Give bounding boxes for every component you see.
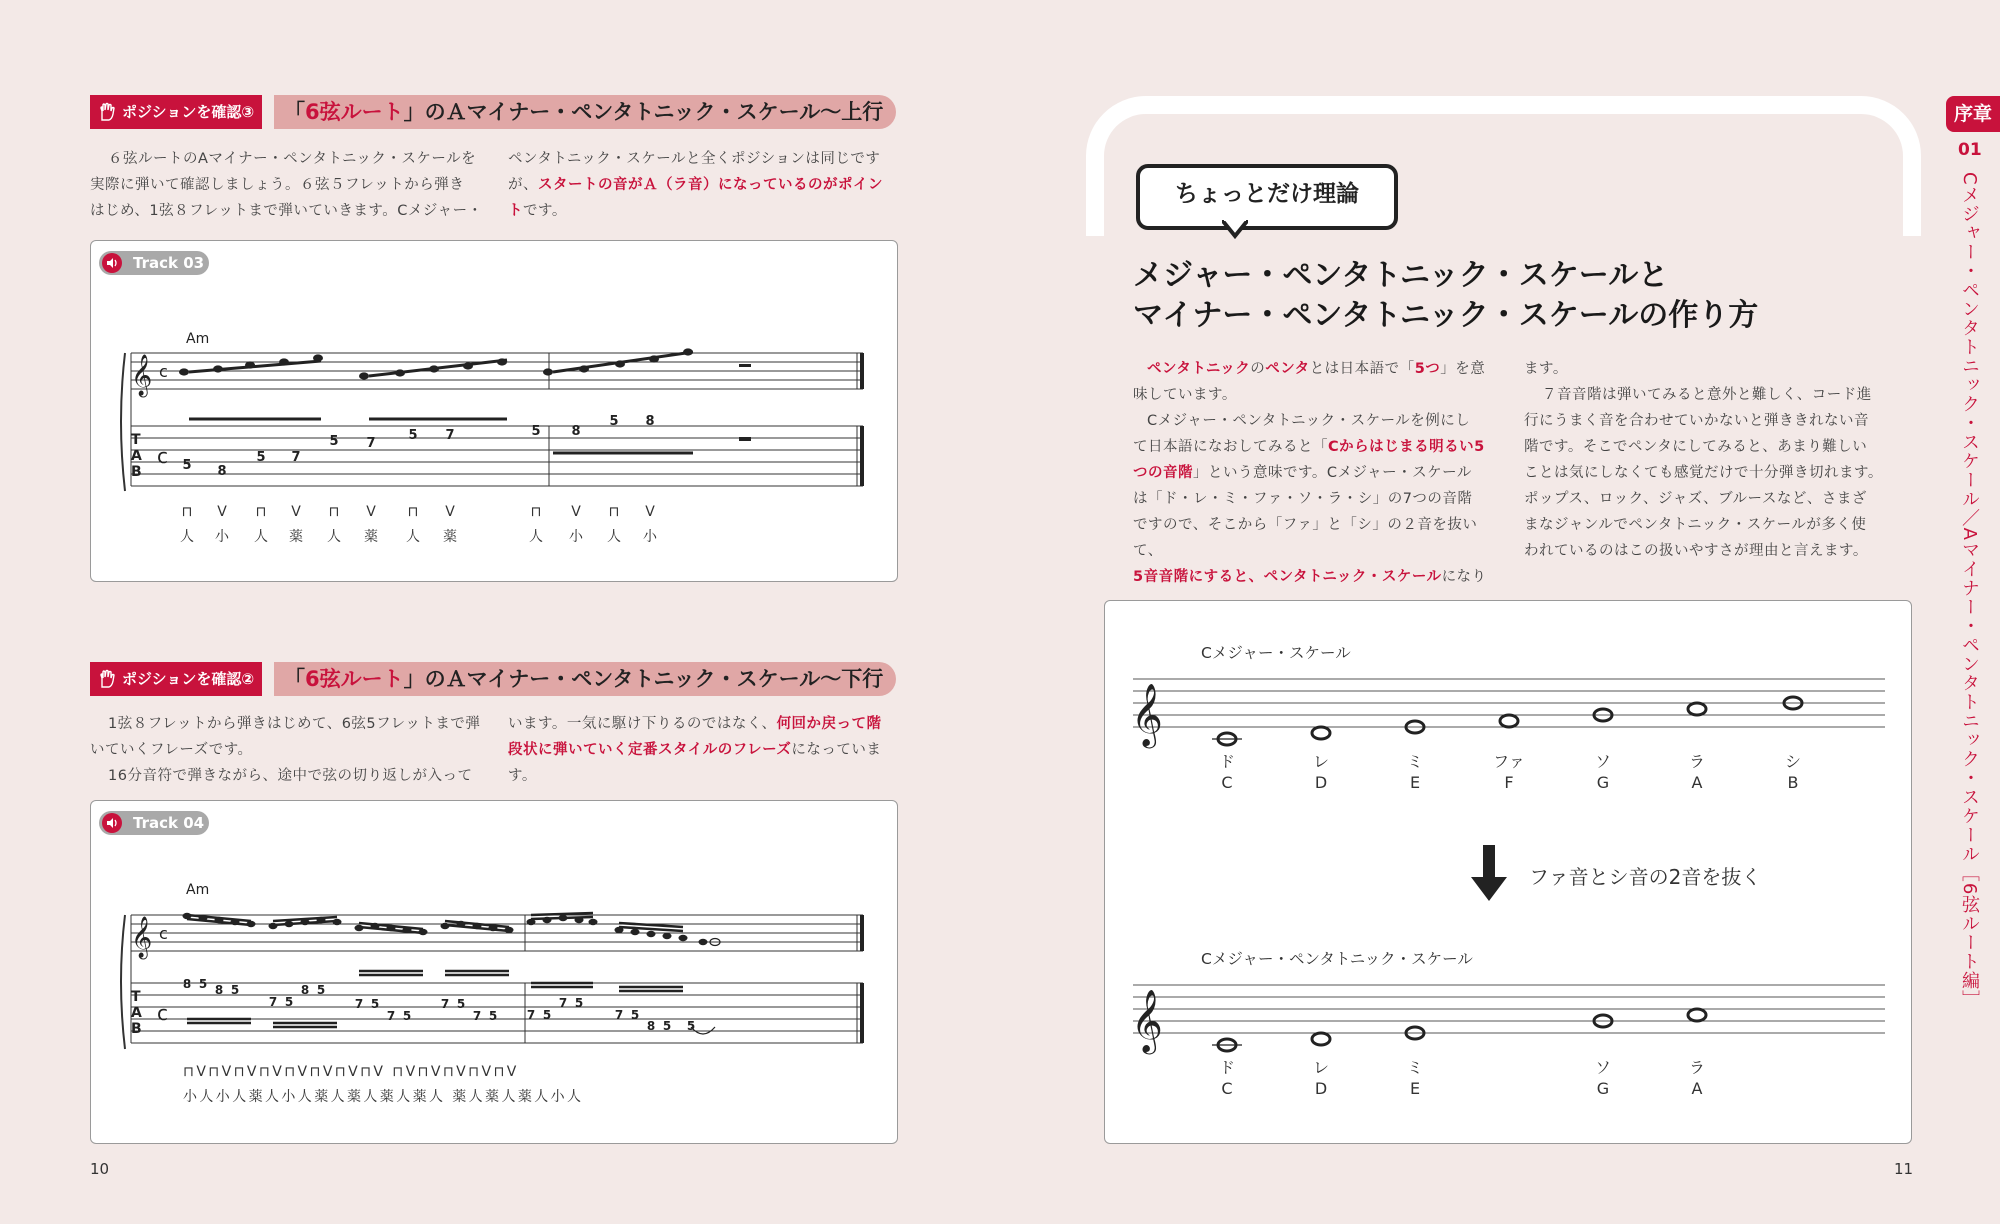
tab-number: 5	[370, 997, 380, 1011]
pick-mark: V	[366, 504, 376, 520]
note-kana: ミ	[1406, 1058, 1423, 1077]
tab-number: 7	[614, 1008, 624, 1022]
chord-symbol: Am	[186, 882, 210, 898]
tab-number: 5	[456, 997, 466, 1011]
asc-tab-numbers	[182, 414, 654, 479]
note-head	[543, 368, 553, 375]
note-kana: ド	[1218, 1058, 1235, 1077]
tab-number: 8	[571, 424, 581, 439]
desc-text-col1: 1弦８フレットから弾きはじめて、6弦5フレットまで弾 いていくフレーズです。 16分音符で弾きながら、途中で弦の切り返しが入って	[90, 716, 481, 784]
pick-mark: V	[291, 504, 301, 520]
finger-mark: 小	[569, 529, 583, 545]
note-head	[359, 372, 369, 379]
svg-text:T: T	[131, 432, 141, 448]
tab-number: 7	[366, 436, 376, 451]
note-head	[631, 929, 640, 935]
pick-mark: ⊓	[407, 504, 419, 520]
tab-number: 5	[408, 428, 418, 443]
svg-text:B: B	[131, 1021, 142, 1037]
whole-note	[1688, 1009, 1706, 1021]
section-title: 「6弦ルート」のＡマイナー・ペンタトニック・スケール〜上行	[274, 95, 896, 129]
note-letter: F	[1504, 773, 1514, 792]
score-descending	[91, 801, 897, 1143]
pick-mark: ⊓	[608, 504, 620, 520]
treble-clef-icon: 𝄞	[1131, 989, 1163, 1052]
tab-number: 7	[354, 997, 364, 1011]
scale1-label: Cメジャー・スケール	[1201, 644, 1351, 662]
theory-title: メジャー・ペンタトニック・スケールと マイナー・ペンタトニック・スケールの作り方	[1133, 258, 1759, 333]
position-tag: ポジションを確認②	[90, 662, 262, 696]
treble-clef-icon: 𝄞	[131, 355, 153, 396]
note-kana: ド	[1218, 752, 1235, 771]
pick-mark: ⊓	[328, 504, 340, 520]
note-letter: D	[1314, 773, 1328, 792]
bubble-tail	[1222, 220, 1248, 240]
finger-mark: 人	[607, 529, 621, 545]
tab-number: 7	[472, 1009, 482, 1023]
finger-mark: 人	[254, 529, 268, 545]
tab-number: 8	[214, 983, 224, 997]
finger-mark: 薬	[443, 529, 457, 545]
tab-number: 5	[609, 414, 619, 429]
tab-number: 7	[268, 995, 278, 1009]
pick-mark: V	[445, 504, 455, 520]
svg-text:B: B	[131, 464, 142, 480]
pick-mark: V	[645, 504, 655, 520]
desc-fingering: 小人小人薬人小人薬人薬人薬人薬人 薬人薬人薬人小人	[183, 1089, 584, 1105]
finger-mark: 人	[327, 529, 341, 545]
scale-comparison-box	[1104, 600, 1912, 1144]
score-box-track04	[90, 800, 898, 1144]
section-header-ascending	[90, 95, 896, 129]
whole-note	[1312, 727, 1330, 739]
note-kana: ファ	[1493, 752, 1525, 771]
score-ascending	[91, 241, 897, 581]
track-button[interactable]: Track 04	[99, 811, 209, 835]
tab-number: 5	[574, 996, 584, 1010]
note-kana: ラ	[1688, 752, 1705, 771]
whole-note	[1688, 703, 1706, 715]
tab-number: 5	[542, 1008, 552, 1022]
note-kana: ソ	[1594, 752, 1611, 771]
chapter-tab[interactable]: 序章	[1946, 96, 2000, 132]
section-header-descending	[90, 662, 896, 696]
note-letter: A	[1691, 773, 1703, 792]
position-tag: ポジションを確認③	[90, 95, 262, 129]
note-kana: ラ	[1688, 1058, 1705, 1077]
theory-text-col1: ペンタトニックのペンタとは日本語で「5つ」を意 味しています。 Cメジャー・ペンタトニック・スケールを例にし て日本語になおしてみると「Cからはじまる明るい5 つの音階」という意味です。Cメジャー・スケール は「ド・レ・ミ・ファ・ソ・ラ・シ」の7つの音階 ですので、そこから「ファ」と「シ」の２音を抜いて、 5音音階にすると、ペンタトニック・スケールになり	[1133, 361, 1487, 585]
tab-number: 5	[230, 983, 240, 997]
hand-icon	[97, 102, 117, 122]
tab-number: 7	[445, 428, 455, 443]
desc-picking: ⊓V⊓V⊓V⊓V⊓V⊓V⊓V⊓V ⊓V⊓V⊓V⊓V⊓V	[183, 1064, 519, 1080]
tab-number: 5	[316, 983, 326, 997]
treble-clef-icon: 𝄞	[1131, 683, 1163, 746]
tab-number: 5	[531, 424, 541, 439]
svg-text:A: A	[131, 1005, 142, 1021]
note-letter: E	[1409, 773, 1421, 792]
hand-icon	[97, 669, 117, 689]
note-letter: B	[1787, 773, 1799, 792]
note-head	[179, 368, 189, 375]
score-box-track03	[90, 240, 898, 582]
tab-number: 8	[645, 414, 655, 429]
theory-bubble: ちょっとだけ理論	[1136, 164, 1398, 230]
svg-text:A: A	[131, 448, 142, 464]
intro-text-col1: ６弦ルートのAマイナー・ペンタトニック・スケールを 実際に弾いて確認しましょう。６弦５フレットから弾き はじめ、1弦８フレットまで弾いていきます。Cメジャー・	[90, 151, 483, 219]
note-kana: ミ	[1406, 752, 1423, 771]
note-kana: シ	[1784, 752, 1801, 771]
tab-number: 8	[217, 464, 227, 479]
tab-number: 5	[256, 450, 266, 465]
tab-number: 7	[386, 1009, 396, 1023]
tab-number: 8	[300, 983, 310, 997]
note-letter: C	[1221, 773, 1233, 792]
note-letter: G	[1596, 773, 1610, 792]
tab-number: 7	[558, 996, 568, 1010]
note-letter: G	[1596, 1079, 1610, 1098]
finger-mark: 小	[215, 529, 229, 545]
tab-number: 5	[402, 1009, 412, 1023]
chord-symbol: Am	[186, 331, 210, 347]
note-head	[679, 935, 688, 941]
arrow-caption: ファ音とシ音の2音を抜く	[1529, 865, 1762, 889]
treble-clef-icon: 𝄞	[131, 917, 153, 958]
finger-mark: 人	[180, 529, 194, 545]
note-letter: D	[1314, 1079, 1328, 1098]
note-kana: レ	[1312, 1058, 1329, 1077]
track-button[interactable]: Track 03	[99, 251, 209, 275]
tab-number: 5	[662, 1019, 672, 1033]
tab-number: 7	[291, 450, 301, 465]
desc-tab-numbers	[183, 977, 695, 1033]
finger-mark: 小	[643, 529, 657, 545]
note-head	[699, 939, 708, 945]
intro-text-col2: ペンタトニック・スケールと全くポジションは同じです が、スタートの音がＡ（ラ音）になっているのがポイン トです。	[508, 151, 883, 219]
note-head	[589, 919, 598, 925]
finger-mark: 人	[406, 529, 420, 545]
finger-mark: 薬	[364, 529, 378, 545]
svg-text:c: c	[157, 1001, 168, 1025]
running-title: Cメジャー・ペンタトニック・スケール／Aマイナー・ペンタトニック・スケール［6弦ルート編］	[1959, 172, 1980, 1010]
svg-text:c: c	[159, 924, 168, 943]
tab-number: 8	[182, 977, 192, 991]
note-head	[663, 933, 672, 939]
pick-mark: V	[217, 504, 227, 520]
finger-mark: 薬	[289, 529, 303, 545]
tab-number: 8	[646, 1019, 656, 1033]
tab-number: 5	[182, 458, 192, 473]
whole-note	[1312, 1033, 1330, 1045]
whole-note	[1500, 715, 1518, 727]
down-arrow-icon	[1483, 845, 1495, 879]
note-kana: レ	[1312, 752, 1329, 771]
tab-number: 7	[526, 1008, 536, 1022]
note-letter: E	[1409, 1079, 1421, 1098]
scale2-label: Cメジャー・ペンタトニック・スケール	[1201, 950, 1473, 968]
note-letter: A	[1691, 1079, 1703, 1098]
tab-number: 7	[440, 997, 450, 1011]
svg-text:c: c	[157, 444, 168, 468]
tab-number: 5	[329, 434, 339, 449]
finger-mark: 人	[529, 529, 543, 545]
note-head	[647, 931, 656, 937]
asc-fingering	[180, 528, 658, 545]
chapter-number: 01	[1958, 140, 1982, 160]
note-letter: C	[1221, 1079, 1233, 1098]
svg-text:T: T	[131, 989, 141, 1005]
pick-mark: ⊓	[255, 504, 267, 520]
page-number-right: 11	[1894, 1160, 1914, 1178]
section-title: 「6弦ルート」のＡマイナー・ペンタトニック・スケール〜下行	[274, 662, 896, 696]
svg-text:c: c	[159, 362, 168, 381]
tab-number: 5	[686, 1019, 696, 1033]
tab-number: 5	[284, 995, 294, 1009]
tab-number: 5	[198, 977, 208, 991]
tab-number: 5	[630, 1008, 640, 1022]
note-kana: ソ	[1594, 1058, 1611, 1077]
asc-picking	[182, 504, 656, 520]
pick-mark: ⊓	[181, 504, 193, 520]
pick-mark: ⊓	[530, 504, 542, 520]
desc-text-col2: います。一気に駆け下りるのではなく、何回か戻って階 段状に弾いていく定番スタイルのフレーズになっていま す。	[508, 716, 882, 784]
pick-mark: V	[571, 504, 581, 520]
theory-text-col2: ます。 ７音音階は弾いてみると意外と難しく、コード進 行にうまく音を合わせていかないと弾ききれない音 階です。そこでペンタにしてみると、あまり難しい ことは気にしなくても感覚だけで十分弾き切れます。 ポップス、ロック、ジャズ、ブルースなど、さまざ まなジャンルでペンタトニック・スケールが多く使 われているのはこの扱いやすさが理由と言えます。	[1524, 361, 1883, 559]
tab-number: 5	[488, 1009, 498, 1023]
page-number-left: 10	[90, 1160, 110, 1178]
